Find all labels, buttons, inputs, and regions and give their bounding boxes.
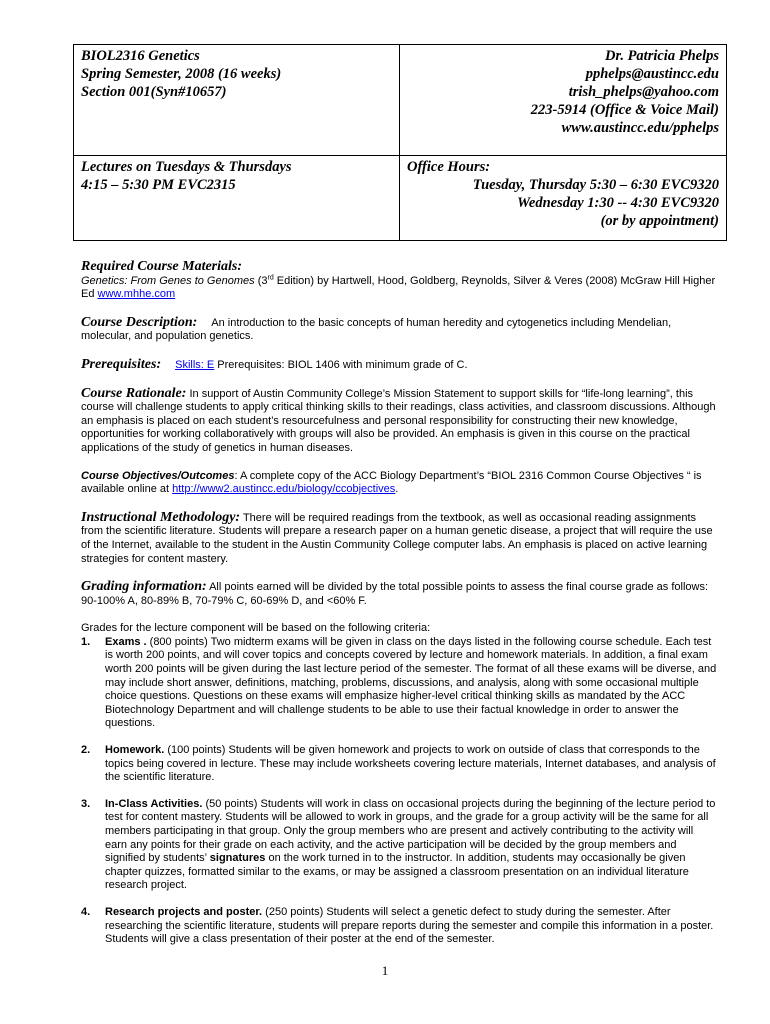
grading-criteria-intro: Grades for the lecture component will be based on the following criteria: [81,622,431,635]
office-hours-tue-thu: Tuesday, Thursday 5:30 – 6:30 EVC9320 [472,177,719,193]
research-text: (250 points) Students will select a genetic defect to study during the semester. After researching the scientific literature, students will prepare reports during the semester and compile this information in a poster. Students will give a class presentation of their poster at the end of the semester. [105,905,714,946]
lecture-time: 4:15 – 5:30 PM EVC2315 [81,177,236,193]
instructor-name: Dr. Patricia Phelps [605,48,719,64]
list-item [81,744,717,785]
office-hours-cell [400,156,727,241]
list-item-number: 1. [81,635,91,648]
methodology-section [81,511,717,566]
grading-section [81,580,717,608]
objectives-section [81,470,717,497]
methodology-text: There will be required readings from the textbook, as well as occasional reading assignments from the scientific literature. Students will prepare a research paper on a human genetic disease, a project that will require the use of the Internet, available to the student in the Austin Community College computer labs. An emphasis is placed on active learning strategies for content mastery. [81,511,713,565]
prerequisites-section [81,358,717,373]
objectives-text: : A complete copy of the ACC Biology Department’s “BIOL 2316 Common Course Objectives “ is available online at [81,469,702,496]
exams-title: Exams . [105,635,147,648]
instructor-phone: 223-5914 (Office & Voice Mail) [530,102,719,118]
research-title: Research projects and poster. [105,905,263,918]
grading-heading: Grading information: [81,579,207,595]
prerequisites-text: Prerequisites: BIOL 1406 with minimum grade of C. [214,358,468,371]
office-hours-wed: Wednesday 1:30 -- 4:30 EVC9320 [517,195,719,211]
grading-criteria-list [81,636,717,947]
instructor-email-primary: pphelps@austincc.edu [585,66,719,82]
homework-text: (100 points) Students will be given homework and projects to work on outside of class that corresponds to the topics being covered in lecture. These may include worksheets covering lecture materials, Internet databases, and analysis of the scientific literature. [105,744,716,784]
in-class-text: (50 points) Students will work in class on occasional projects during the beginning of the lecture period to test for content mastery. Students will be allowed to work in groups, and the grade for a group activity will be the same for all members participating in that group. Only the group members who are present and actively contributing to the activity will earn any points for their grade on each activity, and the active participation will be decided by the group members and signified by students’ [105,797,716,865]
rationale-heading: Course Rationale: [81,385,187,401]
lecture-schedule-cell [74,156,400,241]
textbook-edition: (3 [254,274,268,287]
description-text: An introduction to the basic concepts of human heredity and cytogenetics including Mendelian, molecular, and population genetics. [81,316,672,343]
edition-superscript: rd [267,273,274,281]
list-item [81,636,717,731]
in-class-title: In-Class Activities. [105,797,203,810]
objectives-link[interactable]: http://www2.austincc.edu/biology/ccobjectives [172,483,396,496]
semester: Spring Semester, 2008 (16 weeks) [81,66,282,82]
textbook-title: Genetics: From Genes to Genomes [81,274,255,287]
methodology-heading: Instructional Methodology: [81,509,241,525]
publisher-link[interactable]: www.mhhe.com [97,288,176,301]
lecture-days: Lectures on Tuesdays & Thursdays [81,159,292,175]
syllabus-body [81,260,717,960]
office-hours-appointment: (or by appointment) [600,213,719,229]
section: Section 001(Syn#10657) [81,84,227,100]
list-item-number: 4. [81,905,91,918]
instructor-website: www.austincc.edu/pphelps [561,120,719,136]
rationale-section [81,387,717,456]
skills-link[interactable]: Skills: E [175,358,215,371]
grading-text: All points earned will be divided by the total possible points to assess the final course grade as follows: 90-100% A, 80-89% B, 70-79% C, 60-69% D, and <60% F. [81,581,709,607]
list-item-number: 2. [81,744,91,757]
list-item [81,906,717,947]
list-item [81,798,717,893]
page-number: 1 [381,963,389,978]
objectives-heading: Course Objectives/Outcomes [81,469,235,482]
homework-title: Homework. [105,744,165,757]
course-title: BIOL2316 Genetics [81,48,200,64]
materials-section [81,260,717,302]
signatures-emphasis: signatures [209,852,266,865]
materials-heading: Required Course Materials: [81,259,243,274]
textbook-details: Edition) by Hartwell, Hood, Goldberg, Reynolds, Silver & Veres (2008) McGraw Hill Higher Ed [81,274,716,301]
in-class-text-cont: on the work turned in to the instructor. In addition, students may occasionally be given chapter quizzes, formatted similar to the exams, or may be assigned a classroom presentation on an individual literature research project. [105,852,689,892]
description-section [81,316,717,344]
prerequisites-heading: Prerequisites: [81,356,162,372]
instructor-email-secondary: trish_phelps@yahoo.com [568,84,719,100]
objectives-tail: . [395,483,399,496]
exams-text: (800 points) Two midterm exams will be given in class on the days listed in the following course schedule. Each test is worth 200 points, and will cover topics and concepts covered by lecture and homework materials. In addition, a final exam worth 200 points will be given during the last lecture period of the semester. The format of all these exams will be diverse, and may include short answer, definitions, matching, problems, discussions, and analysis, along with some occasional multiple choice questions. Questions on these exams will emphasize higher-level critical thinking skills as mandated by the ACC Biotechnology Department and will challenge students to be able to use their factual knowledge in order to answer the questions. [105,635,717,730]
rationale-text: In support of Austin Community College’s Mission Statement to support skills for “life-long learning”, this course will challenge students to apply critical thinking skills to their readings, class activities, and classroom discussions. Although an emphasis is placed on each student’s resourcefulness and personal responsibility for constructing their new knowledge, opportunities for working collaboratively with groups will also be provided. An emphasis is given in this course on the practical applications of the study of genetics in human diseases. [81,387,716,454]
course-info-cell [74,45,400,156]
office-hours-label: Office Hours: [407,159,491,175]
instructor-info-cell [400,45,727,156]
description-heading: Course Description: [81,314,198,330]
course-header-table [73,44,727,241]
list-item-number: 3. [81,797,91,810]
